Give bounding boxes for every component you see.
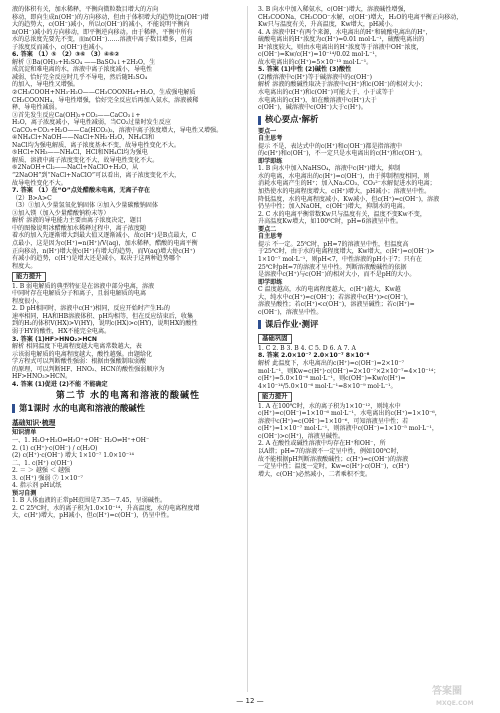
text-line: n(OH⁻)减小的方向移动，即平衡逆向移动。由于稀释，平衡中所有: [12, 28, 193, 36]
section-label-basics: 基础巩固: [258, 334, 292, 344]
section-label-ability: 能力提升: [12, 272, 46, 282]
text-line: 速率相同，HA和HB溶液体积、pH均相等，但在反应结束后，收集: [12, 312, 194, 320]
text-line: 3. c(H⁺) 强弱 ⑦ 1×10⁻⁷: [12, 474, 83, 482]
text-line: 2. C 25℃时，水的离子积为1.0×10⁻¹⁴，升高温度，水的电离程度增: [12, 504, 200, 512]
lesson-title: [12, 404, 244, 413]
text-line: 中的图像说明冰醋酸加水稀释过程中，离子浓度随: [12, 224, 147, 232]
text-line: H⁺浓度较大，则由水电离出的H⁺浓度等于溶液中OH⁻浓度，: [258, 43, 423, 51]
watermark-text: 答案圈: [432, 686, 462, 697]
text-line: 硫酸电离出的H⁺浓度为c(H⁺)=0.01 mol·L⁻¹，硫酸电离出的: [258, 36, 425, 44]
text-line: 液的体积有关，加水稀释，平衡向微粒数目增大的方向: [12, 6, 159, 13]
text-line: 1. B 弱电解质的典型特征是在溶液中部分电离，溶液: [12, 282, 155, 290]
text-line: CaCO₃+CO₂+H₂O——Ca(HCO₃)₂，溶液中离子浓度增大，导电性又增强。: [12, 126, 223, 134]
text-line: 大的趋势大，c(OH⁻)减小，所以c(OH⁻)的减小，不能说明平衡向: [12, 21, 190, 29]
subheading: 知识清单: [12, 429, 37, 437]
core-points-heading: [258, 116, 490, 125]
text-line: 子浓度反而减小，c(OH⁻)也减小。: [12, 43, 107, 51]
text-line: NaCl均为强电解质，离子浓度基本不变，故导电性变化不大。: [12, 141, 180, 149]
text-line: 解析 相同温度下电离程度越大电离常数越大，表: [12, 343, 142, 351]
text-line: c(H⁺)=1×10⁻⁷ mol·L⁻¹，则溶液中c(OH⁻)=1×10⁻⁵ mol·L⁻¹，: [258, 425, 438, 433]
text-line: 着水的加入先逐渐增大到最大值又逐渐减小，故c(H⁺)是B点最大，C: [12, 232, 197, 240]
subheading: 即学即练: [258, 278, 283, 286]
lesson-title-text: 第1课时 水的电离和溶液的酸碱性: [19, 402, 145, 413]
text-line: 的加入，导电性又增强。: [12, 81, 80, 89]
explanation-6: [12, 59, 244, 187]
text-line: （3）①加入少量氢氧化钠固体 ②加入少量碳酸钠固体: [12, 202, 158, 210]
text-line: 4. A 溶液中H⁺有两个来源，水电离出的H⁺和硫酸电离出的H⁺，: [258, 28, 432, 36]
title-bar-icon: [12, 404, 15, 413]
text-line: 2. C 水的电离平衡常数Kw只与温度有关，温度不变Kw不变，: [258, 210, 426, 218]
subheading: 即学即练: [258, 157, 283, 165]
text-line: 水电离出的c(H⁺)和c(OH⁻)可能大于、小于或等于: [258, 89, 394, 97]
subheading: 预习自测: [12, 489, 37, 497]
text-line: c(H⁺)=c(OH⁻)=1×10⁻⁶ mol·L⁻¹，水电离出的c(H⁺)=1×10⁻⁶，: [258, 410, 441, 418]
text-line: 4. 指示剂 pH试纸: [12, 482, 62, 490]
text-line: (2)酸溶液中c(H⁺)等于碱溶液中的c(OH⁻): [258, 73, 373, 81]
text-line: 点最小，这是因为c(H⁺)=n(H⁺)/V(aq)，加水稀释，醋酸的电离平衡: [12, 239, 198, 247]
text-line: 解析 此温度下，水电离出的c(H⁺)=c(OH⁻)=2×10⁻⁷: [258, 359, 405, 367]
text-line: 的c(H⁺)和c(OH⁻)，不一定只是水电离出的c(H⁺)和c(OH⁻)。: [258, 150, 427, 158]
text-line: 示该弱电解质的电离程度越大，酸性越强。由题给化: [12, 350, 153, 358]
left-column: [12, 6, 244, 520]
text-line: 正向移动，n(H⁺)增大使c(H⁺)有增大的趋势，而V(aq)增大使c(H⁺): [12, 247, 196, 255]
text-line: CH₃COONa、CH₃COO⁻水解，c(OH⁻)增大，H₂O的电离平衡正向移动，: [258, 13, 463, 21]
text-line: 解析 溶液的导电能力主要由离子浓度决定，题目: [12, 217, 142, 225]
core-points-title: 核心要点·解析: [265, 114, 319, 125]
text-line: c(OH⁻)>c(H⁺)，溶液呈碱性。: [258, 432, 345, 440]
text-line: 水的总浓度先要先不变，而n(OH⁻)……溶液中离子数目增多，但离: [12, 36, 193, 44]
text-line: 学方程式可以判断酸性强弱：根据由强酸制取弱酸: [12, 358, 147, 366]
text-line: 水电离出的c(H⁺)，如在酸溶液中c(H⁺)大于: [258, 96, 377, 104]
text-line: 增大，c(OH⁻)必然减小，二者乘积不变。: [258, 470, 372, 478]
text-line: 2. D pH相同时，溶液中c(H⁺)相同，反应开始时产生H₂的: [12, 305, 170, 313]
left-top-block: [12, 6, 244, 51]
text-line: 故水电离出的c(H⁺)=5×10⁻¹³ mol·L⁻¹。: [258, 58, 373, 66]
text-line: 二、1. c(H⁺) c(OH⁻): [12, 459, 73, 467]
subheading: 自主思考: [258, 233, 283, 241]
point-label: 要点二: [258, 225, 277, 233]
answers-row: 1. C 2. B 3. B 4. C 5. D 6. A 7. A: [258, 344, 356, 352]
text-line: 8. 答案 2.0×10⁻⁷ 2.0×10⁻⁷ 8×10⁻⁸: [258, 352, 370, 360]
section-title: 第二节 水的电离和溶液的酸碱性: [55, 391, 201, 402]
text-line: “2NaOH”到“NaCl+NaClO”可以看出，离子浓度变化不大，: [12, 172, 181, 180]
text-line: 解析 溶液的酸碱性取决于溶液中c(H⁺)和c(OH⁻)的相对大小；: [258, 81, 427, 89]
answer-6: 6. 答案 （1）⑤ （2）③⑥ （3）④⑥②: [12, 51, 120, 59]
text-line: c(OH⁻)，溶液呈中性。: [258, 308, 323, 316]
watermark-subtext: MXQE.COM: [436, 700, 474, 707]
text-line: （2）B>A>C: [12, 194, 52, 202]
knowledge-list: [12, 429, 244, 489]
text-line: 1×10⁻⁷ mol·L⁻¹，则pH<7，中性溶液的pH小于7；只有在: [258, 255, 422, 263]
text-line: 弱于HY的酸性，HX不能完全电离。: [12, 327, 111, 335]
text-line: 加热使水的电离程度增大，c(H⁺)增大，pH减小；溶液呈中性。: [258, 188, 431, 196]
text-line: mol·L⁻¹，则Kw=c(H⁺)·c(OH⁻)=2×10⁻⁷×2×10⁻⁷=4×10⁻¹⁴；: [258, 367, 440, 375]
title-bar-icon: [258, 116, 261, 125]
text-line: 到的H₂的体积V(HX)>V(HY)，说明c(HX)>c(HY)，说明HX的酸性: [12, 320, 198, 328]
text-line: 2. ＝ ＞ 越强 ＜ 越强: [12, 467, 71, 475]
point-label: 要点一: [258, 127, 277, 135]
text-line: Kw只与温度有关，升高温度，Kw增大，pH减小。: [258, 21, 397, 29]
text-line: 于25℃时，由于水的电离程度增大，Kw增大，c(H⁺)=c(OH⁻)>: [258, 248, 435, 256]
text-line: 有减小的趋势，c(H⁺)是增大还是减小，取决于这两种趋势哪个: [12, 255, 182, 263]
text-line: 升高温度Kw增大，如100℃时，pH=6溶液呈中性。: [258, 218, 402, 226]
text-line: 解质，溶液中离子浓度变化不大，故导电性变化不大。: [12, 156, 159, 164]
text-line: 7. 答案 （1）在“O”点处醋酸未电离，无离子存在: [12, 187, 150, 195]
title-bar-icon: [258, 320, 261, 329]
text-line: 3. 答案 (1)HF>HNO₂>HCN: [12, 335, 97, 343]
text-line: 1. B 人体血液的正常pH范围是7.35～7.45，呈弱碱性。: [12, 497, 167, 505]
preview-test: [12, 490, 244, 520]
text-line: ④NH₄Cl+NaOH——NaCl+NH₃·H₂O，NH₄Cl和: [12, 134, 155, 142]
text-line: 减弱，恰好完全反应时几乎不导电，然后随H₂SO₄: [12, 73, 148, 81]
text-line: 程度大。: [12, 262, 37, 270]
text-line: 提示 不是，表达式中的c(H⁺)和c(OH⁻)都是指溶液中: [258, 142, 402, 150]
page-number: — 12 —: [236, 697, 264, 705]
text-line: ⑤HCl+NH₃——NH₄Cl，HCl和NH₄Cl均为强电: [12, 149, 148, 157]
text-line: 降低温度，水的电离程度减小，Kw减小，但c(H⁺)=c(OH⁻)，溶液: [258, 195, 440, 203]
text-line: 溶液中c(H⁺)=c(OH⁻)=1×10⁻⁶，可知溶液呈中性；若: [258, 417, 409, 425]
text-line: 一、1. H₂O+H₂O⇌H₃O⁺+OH⁻ H₂O⇌H⁺+OH⁻: [12, 436, 150, 444]
text-line: 以A错；pH=7的溶液不一定呈中性，例如100℃时，: [258, 447, 403, 455]
homework-heading: [258, 320, 490, 329]
text-line: 4×10⁻¹⁴/5.0×10⁻⁶ mol·L⁻¹=8×10⁻⁹ mol·L⁻¹。: [258, 382, 397, 390]
text-line: HF>HNO₂>HCN。: [12, 373, 72, 381]
text-line: 仍呈中性；加入NaOH，c(OH⁻)增大，抑制水的电离。: [258, 203, 409, 211]
text-line: 的原理，可以判断HF、HNO₂、HCN的酸性强弱顺序为: [12, 365, 165, 373]
section-label-ability: 能力提升: [258, 392, 292, 402]
text-line: CH₃COONH₄，导电性增强，恰好完全反应后再加入氨水，溶液被稀: [12, 96, 199, 104]
text-line: 解析 ①Ba(OH)₂+H₂SO₄ ——BaSO₄↓+2H₂O，生: [12, 58, 156, 66]
text-line: 移动，即向生成n(OH⁻)的方向移动，但由于体积增大的趋势比n(OH⁻)增: [12, 13, 209, 21]
text-line: ③加入镁（加入少量醋酸钠粉末等）: [12, 209, 110, 217]
watermark-logo-icon: [430, 680, 494, 708]
text-line: H₂O，离子浓度减小，导电性减弱，当CO₂过量时发生反应: [12, 119, 171, 127]
text-line: 消耗水电离产生的H⁺；加入Na₂CO₃，CO₃²⁻水解促进水的电离；: [258, 180, 436, 188]
text-line: 提示 不一定。25℃时，pH=7的溶液呈中性，但温度高: [258, 240, 409, 248]
text-line: 故导电性变化不大。: [12, 179, 67, 187]
right-top-block: [258, 6, 490, 112]
text-line: 水的电离，水电离出的c(H⁺)=c(OH⁻)，由于抑制程度相同，则: [258, 172, 430, 180]
text-line: 1. A 在100℃时，水的离子积为1×10⁻¹²，则纯水中: [258, 402, 401, 410]
homework-title: 课后作业·测评: [265, 319, 319, 330]
text-line: 溶液呈酸性；若c(H⁺)<c(OH⁻)，溶液呈碱性；若c(H⁺)=: [258, 301, 415, 309]
text-line: 故不能根据pH判断溶液酸碱性；c(H⁺)=c(OH⁻)的溶液: [258, 455, 409, 463]
text-line: 释，导电性减弱。: [12, 104, 61, 112]
explanation-7: [12, 217, 244, 270]
ability-answers: [12, 283, 244, 389]
text-line: 成沉淀和难电离的水，溶液中离子浓度减小，导电性: [12, 66, 153, 74]
text-line: 1. B 向水中加入NaHSO₄，溶液中c(H⁺)增大，抑制: [258, 165, 401, 173]
text-line: C 温度越高，水的电离程度越大，c(H⁺)越大，Kw越: [258, 286, 401, 294]
text-line: c(H⁺)=5.0×10⁻⁶ mol·L⁻¹，则c(OH⁻)=Kw/c(H⁺)=: [258, 375, 406, 383]
text-line: ②CH₃COOH+NH₃·H₂O——CH₃COONH₄+H₂O，生成强电解质: [12, 89, 196, 97]
basics-heading: 基础知识·梳理: [12, 418, 56, 427]
text-line: 2. A 在酸性或碱性溶液中均存在H⁺和OH⁻，所: [258, 440, 386, 448]
text-line: ③首先发生反应Ca(OH)₂+CO₂——CaCO₃↓+: [12, 111, 141, 119]
text-line: 一定呈中性；温度一定时，Kw=c(H⁺)·c(OH⁻)，c(H⁺): [258, 463, 410, 471]
text-line: c(OH⁻)，碱溶液中c(OH⁻)大于c(H⁺)。: [258, 104, 367, 112]
answer-7: [12, 187, 244, 217]
column-divider: [247, 6, 248, 692]
text-line: c(OH⁻)=Kw/c(H⁺)=10⁻¹⁴/0.02 mol·L⁻¹，: [258, 51, 381, 59]
text-line: 中同时存在电解质分子和离子，且弱电解质的电离: [12, 290, 147, 298]
text-line: 程度很小。: [12, 297, 43, 305]
subheading: 自主思考: [258, 135, 283, 143]
text-line: 2. (1) c(H⁺)·c(OH⁻) / c(H₂O): [12, 444, 98, 452]
right-column: [258, 6, 490, 478]
text-line: 是溶液中c(H⁺)与c(OH⁻)的相对大小，而不是pH的大小。: [258, 271, 416, 279]
text-line: 3. B 向水中加入稀氨水，c(OH⁻)增大，溶液碱性增强，: [258, 6, 410, 13]
text-line: 5. 答案 (1)中性 (2)碱性 (3)酸性: [258, 66, 352, 74]
page-number-value: 12: [245, 697, 255, 705]
text-line: 大，纯水中c(H⁺)=c(OH⁻)；若溶液中c(H⁺)>c(OH⁻)，: [258, 293, 413, 301]
text-line: 大，c(H⁺)增大，pH减小，但c(H⁺)=c(OH⁻)，仍呈中性。: [12, 512, 173, 520]
text-line: 25℃时pH=7的溶液才呈中性。判断溶液酸碱性的依据: [258, 263, 407, 271]
text-line: ⑥2NaOH+Cl₂——NaCl+NaClO+H₂O，从: [12, 164, 139, 172]
text-line: (2) c(H⁺)·c(OH⁻) 增大 1×10⁻⁷ 1.0×10⁻¹⁴: [12, 452, 134, 460]
text-line: 4. 答案 (1)促进 (2)不能 不能确定: [12, 380, 108, 388]
